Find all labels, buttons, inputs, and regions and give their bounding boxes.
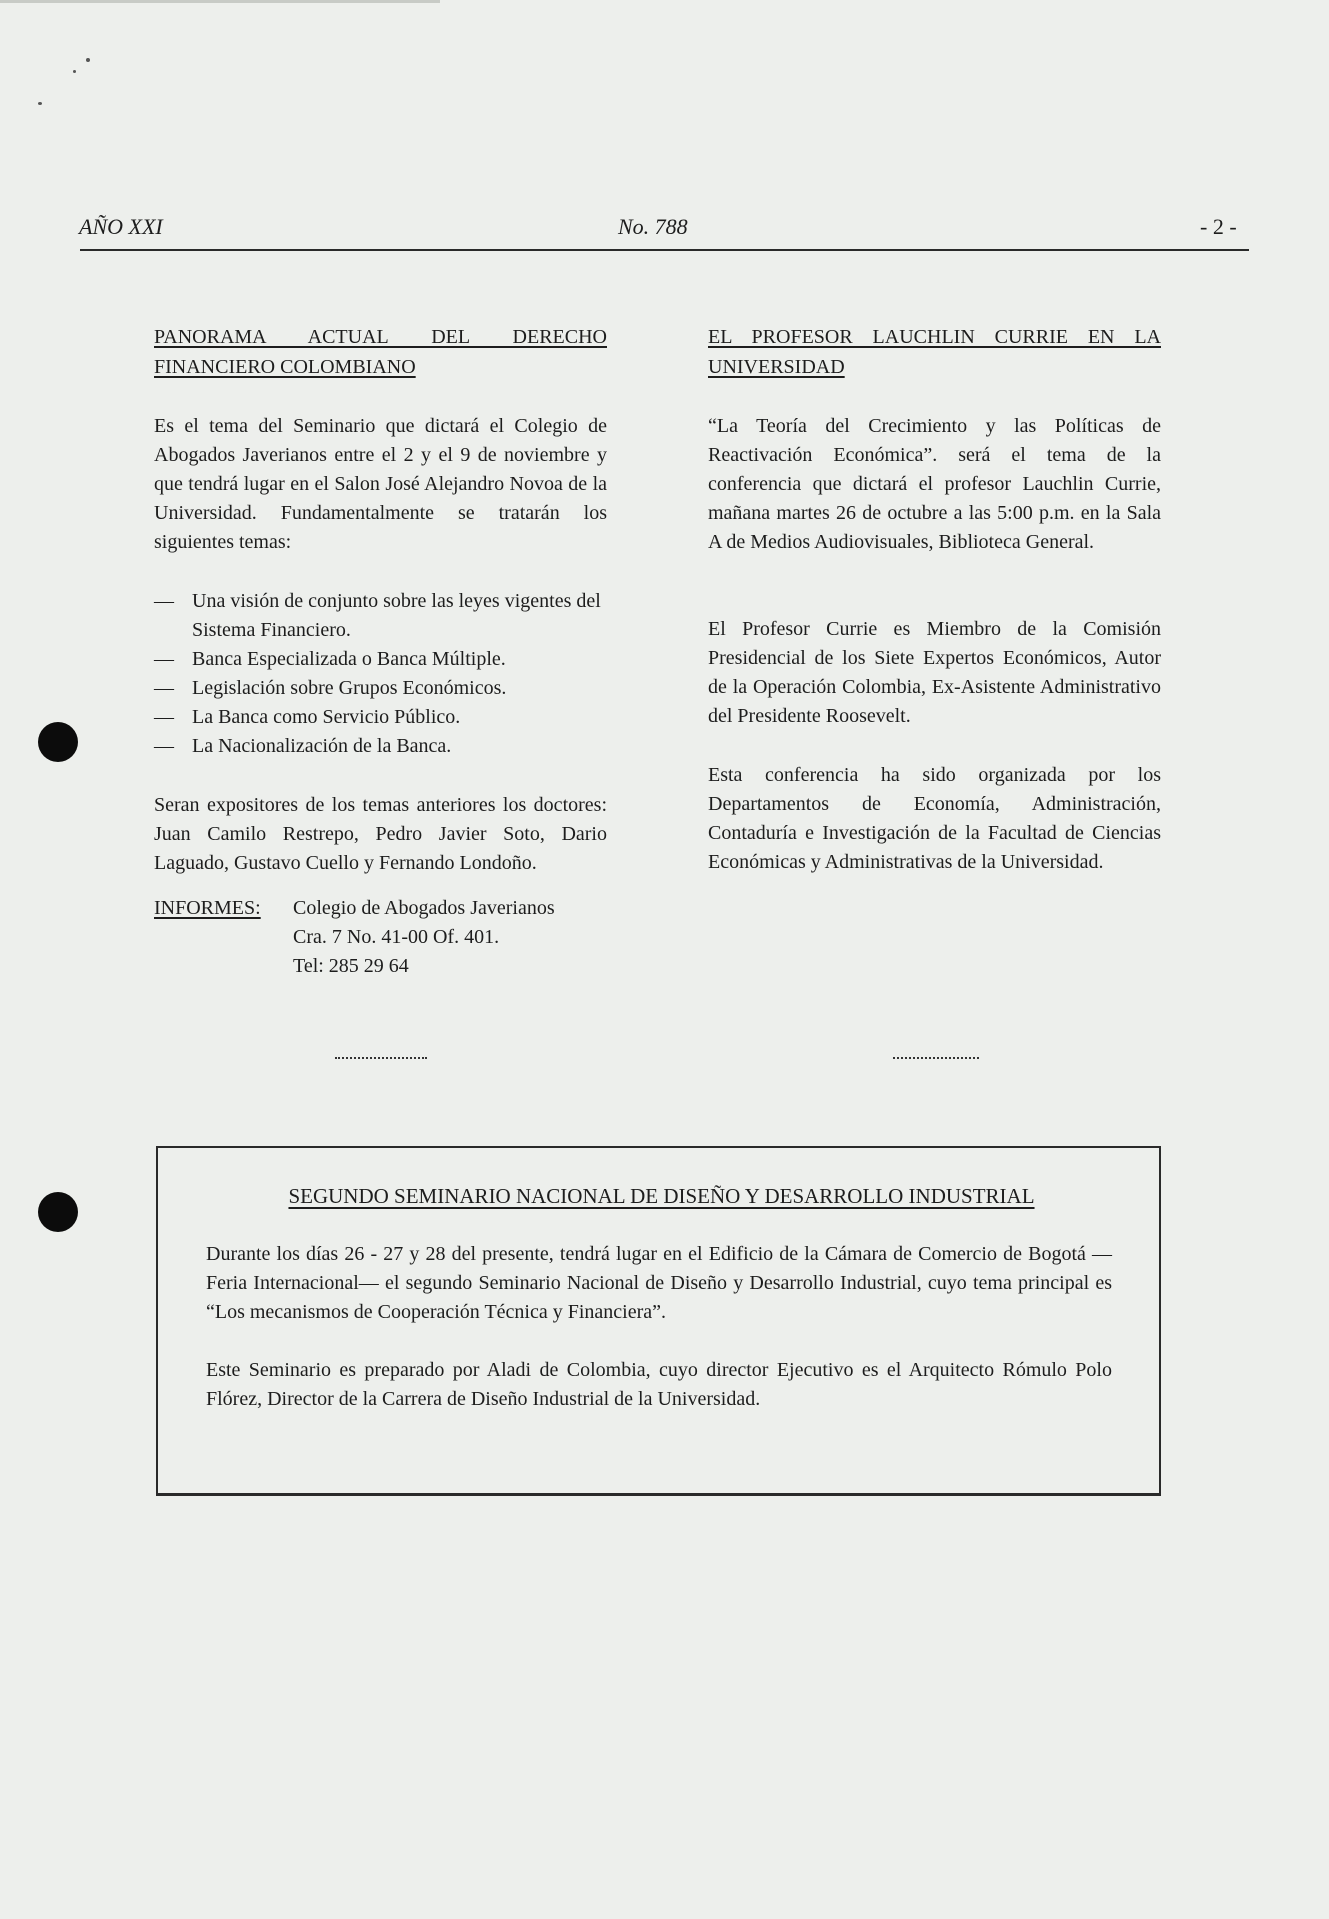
right-paragraph-3: Esta conferencia ha sido organizada por los Departamentos de Economía, Administración, Contaduría e Investigación de la Facultad de Ciencias Económicas y Administrativas de la Universidad.	[708, 764, 1161, 873]
punch-hole	[38, 722, 78, 762]
left-separator	[335, 1057, 427, 1061]
right-paragraph-2: El Profesor Currie es Miembro de la Comisión Presidencial de los Siete Expertos Económicos, Autor de la Operación Colombia, Ex-Asistente Administrativo del Presidente Roosevelt.	[708, 618, 1161, 727]
left-article-title	[154, 322, 607, 382]
left-intro-paragraph: Es el tema del Seminario que dictará el Colegio de Abogados Javerianos entre el 2 y el 9 de noviembre y que tendrá lugar en el Salon José Alejandro Novoa de la Universidad. Fundamentalmente se tratarán los siguientes temas:	[154, 415, 607, 553]
right-title-line2: UNIVERSIDAD	[708, 356, 845, 378]
box-title: SEGUNDO SEMINARIO NACIONAL DE DISEÑO Y DESARROLLO INDUSTRIAL	[288, 1184, 1035, 1208]
list-item: — Legislación sobre Grupos Económicos.	[154, 677, 507, 699]
list-item: — Banca Especializada o Banca Múltiple.	[154, 648, 506, 670]
box-body	[206, 1240, 1112, 1414]
scan-speck	[86, 58, 90, 62]
seminar-notice-box	[156, 1146, 1161, 1496]
informes-label: INFORMES:	[154, 897, 261, 919]
topic-list	[154, 587, 607, 761]
informes-block	[154, 894, 607, 981]
informes-address: Colegio de Abogados Javerianos Cra. 7 No. 41-00 Of. 401. Tel: 285 29 64	[293, 897, 555, 977]
header-rule	[80, 249, 1249, 251]
header-issue: No. 788	[618, 214, 688, 239]
left-title-line2: FINANCIERO COLOMBIANO	[154, 356, 416, 378]
list-item: — Una visión de conjunto sobre las leyes vigentes del Sistema Financiero.	[154, 590, 601, 641]
left-article	[154, 322, 607, 981]
list-item: — La Banca como Servicio Público.	[154, 706, 461, 728]
speakers-paragraph: Seran expositores de los temas anteriores los doctores: Juan Camilo Restrepo, Pedro Javier Soto, Dario Laguado, Gustavo Cuello y Fernando Londoño.	[154, 794, 607, 874]
box-paragraph-2: Este Seminario es preparado por Aladi de Colombia, cuyo director Ejecutivo es el Arquitecto Rómulo Polo Flórez, Director de la Carrera de Diseño Industrial de la Universidad.	[206, 1359, 1112, 1410]
list-item: — La Nacionalización de la Banca.	[154, 735, 452, 757]
right-paragraph-1: “La Teoría del Crecimiento y las Políticas de Reactivación Económica”. será el tema de la conferencia que dictará el profesor Lauchlin Currie, mañana martes 26 de octubre a las 5:00 p.m. en la Sala A de Medios Audiovisuales, Biblioteca General.	[708, 415, 1161, 553]
box-paragraph-1: Durante los días 26 - 27 y 28 del presente, tendrá lugar en el Edificio de la Cámara de Comercio de Bogotá —Feria Internacional— el segundo Seminario Nacional de Diseño y Desarrollo Industrial, cuyo tema principal es “Los mecanismos de Cooperación Técnica y Financiera”.	[206, 1243, 1112, 1323]
header-page-number: - 2 -	[1200, 214, 1237, 239]
right-article	[708, 322, 1161, 877]
right-title-line1: EL PROFESOR LAUCHLIN CURRIE EN LA	[708, 326, 1161, 348]
right-separator	[893, 1057, 979, 1061]
scan-edge	[0, 0, 440, 3]
left-title-line1: PANORAMA ACTUAL DEL DERECHO	[154, 326, 607, 348]
punch-hole	[38, 1192, 78, 1232]
scan-speck	[38, 102, 42, 105]
header-year: AÑO XXI	[79, 214, 163, 239]
right-article-title	[708, 322, 1161, 382]
scan-speck	[73, 70, 76, 73]
